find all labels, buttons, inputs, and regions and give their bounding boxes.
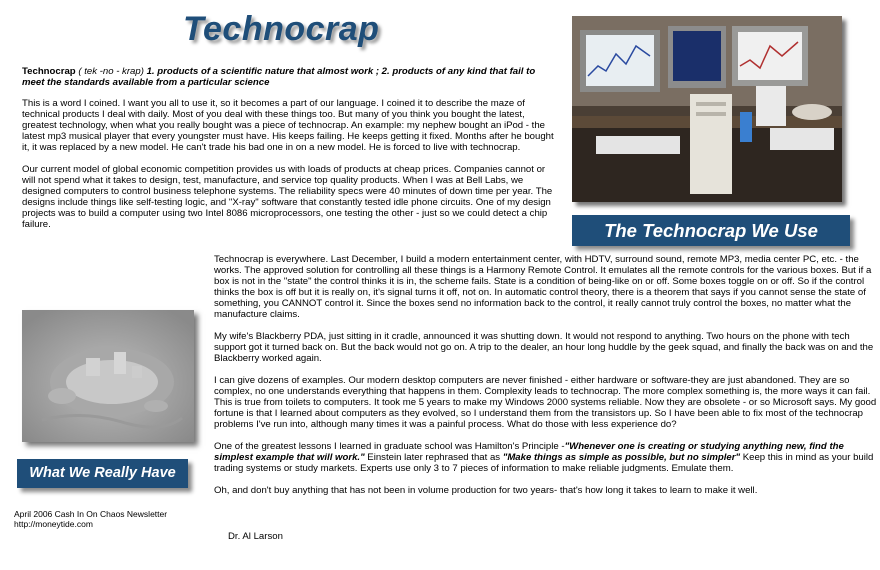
definition-text: 1. products of a scientific nature that almost work ; 2. products of any kind that fail to meet the standards available from a particular science: [22, 66, 536, 88]
signature: Dr. Al Larson: [228, 531, 283, 542]
main-column: [214, 254, 878, 496]
closing-paragraph: Oh, and don't buy anything that has not been in volume production for two years- that's how long it takes to learn to make it well.: [214, 485, 758, 496]
sandcastle-photo: [22, 310, 194, 442]
newsletter-url[interactable]: http://moneytide.com: [14, 519, 93, 529]
newsletter-issue: April 2006 Cash In On Chaos Newsletter: [14, 509, 168, 519]
definition: [22, 66, 542, 88]
lessons-lead: One of the greatest lessons I learned in graduate school was Hamilton's Principle -: [214, 441, 565, 452]
intro-paragraph-2: Our current model of global economic competition provides us with loads of products at cheap prices. Companies cannot or will not spend what it takes to design, test, manufacture, and service top quality products. When I was at Bell Labs, we designed computers to control business telephone systems. The reliability specs were 40 minutes of down time per year. The designs include things like self-testing logic, and "X-ray" software that constantly tested idle phone circuits. One of my design projects was to build a computer using two Intel 8086 microprocessors, one testing the other - just so we could detect a chip failure.: [22, 164, 553, 230]
lessons-tail: Keep this in mind as your build trading systems or study markets. Experts use only 3 to 7 pieces of information to make reliable judgments. Emulate them.: [214, 452, 874, 474]
page-title: Technocrap: [183, 10, 380, 48]
definition-pronunciation: ( tek -no - krap): [78, 66, 144, 77]
banner-technocrap-we-use: The Technocrap We Use: [572, 215, 850, 246]
intro-column: [22, 98, 559, 230]
body-paragraph-2: My wife's Blackberry PDA, just sitting in it cradle, announced it was shutting down. It would not respond to anything. Two hours on the phone with tech support got it turned back on. But the back would not go on. A trip to the dealer, an hour long huddle by the geek squad, and finally the back was on and the Blackberry worked again.: [214, 331, 874, 364]
definition-term: Technocrap: [22, 66, 76, 77]
lessons-paragraph: [214, 441, 878, 474]
computer-desk-photo: [572, 16, 842, 202]
body-paragraph-1: Technocrap is everywhere. Last December, I build a modern entertainment center, with HDTV, surround sound, remote MP3, media center PC, etc. - the works. The approved solution for controlling all these things is a Harmony Remote Control. It emulates all the remote controls for the various boxes. But if a box is not in the "state" the control thinks it is in, the scheme fails. State is a condition of being-like on or off. Some boxes toggle on or off. So if the control thinks the box is off but it is really on, it's signal turns it off, not on. In automatic control theory, there is a theorem that says if you cannot sense the state of something, you CANNOT control it. Since the boxes send no information back to the control, it really cannot truly control the boxes, no matter what the manufacture claims.: [214, 254, 872, 320]
hamilton-quote: "Whenever one is creating or studying anything new, find the simplest example that will work.": [214, 441, 844, 463]
newsletter-credit: [14, 509, 214, 529]
banner-what-we-really-have: What We Really Have: [17, 459, 188, 488]
body-paragraph-3: I can give dozens of examples. Our modern desktop computers are never finished - either hardware or software-they are just abandoned. They are so complex, no one understands everything that happens in them. Complexity leads to technocrap. The more complex something is, the more ways it can fail. This is true from toilets to computers. It took me 5 years to make my Windows 2000 systems reliable. Now they are obsolete - or so Microsoft says. My good fortune is that I learned about computers as they evolved, so I understand them from the transistors up. So I have been able to fix most of the technocrap problems I've run into, although many times it was a painful process. What do those with less experience do?: [214, 375, 877, 430]
einstein-quote: "Make things as simple as possible, but no simpler": [502, 452, 741, 463]
intro-paragraph-1: This is a word I coined. I want you all to use it, so it becomes a part of our language. I coined it to describe the maze of technical products I deal with daily. Most of you deal with these things too. But many of you think you bought the latest, greatest technology, when what you really bought was a piece of technocrap. An example: my nephew bought an iPod - the latest mp3 musical player that every youngster must have. His keeps failing. He keeps getting it fixed. Months after he bought it, it was replaced by a new model. He can't trade his bad one in on a new model. He is forced to live with technocrap.: [22, 98, 554, 153]
lessons-mid: Einstein later rephrased that as: [364, 452, 503, 463]
